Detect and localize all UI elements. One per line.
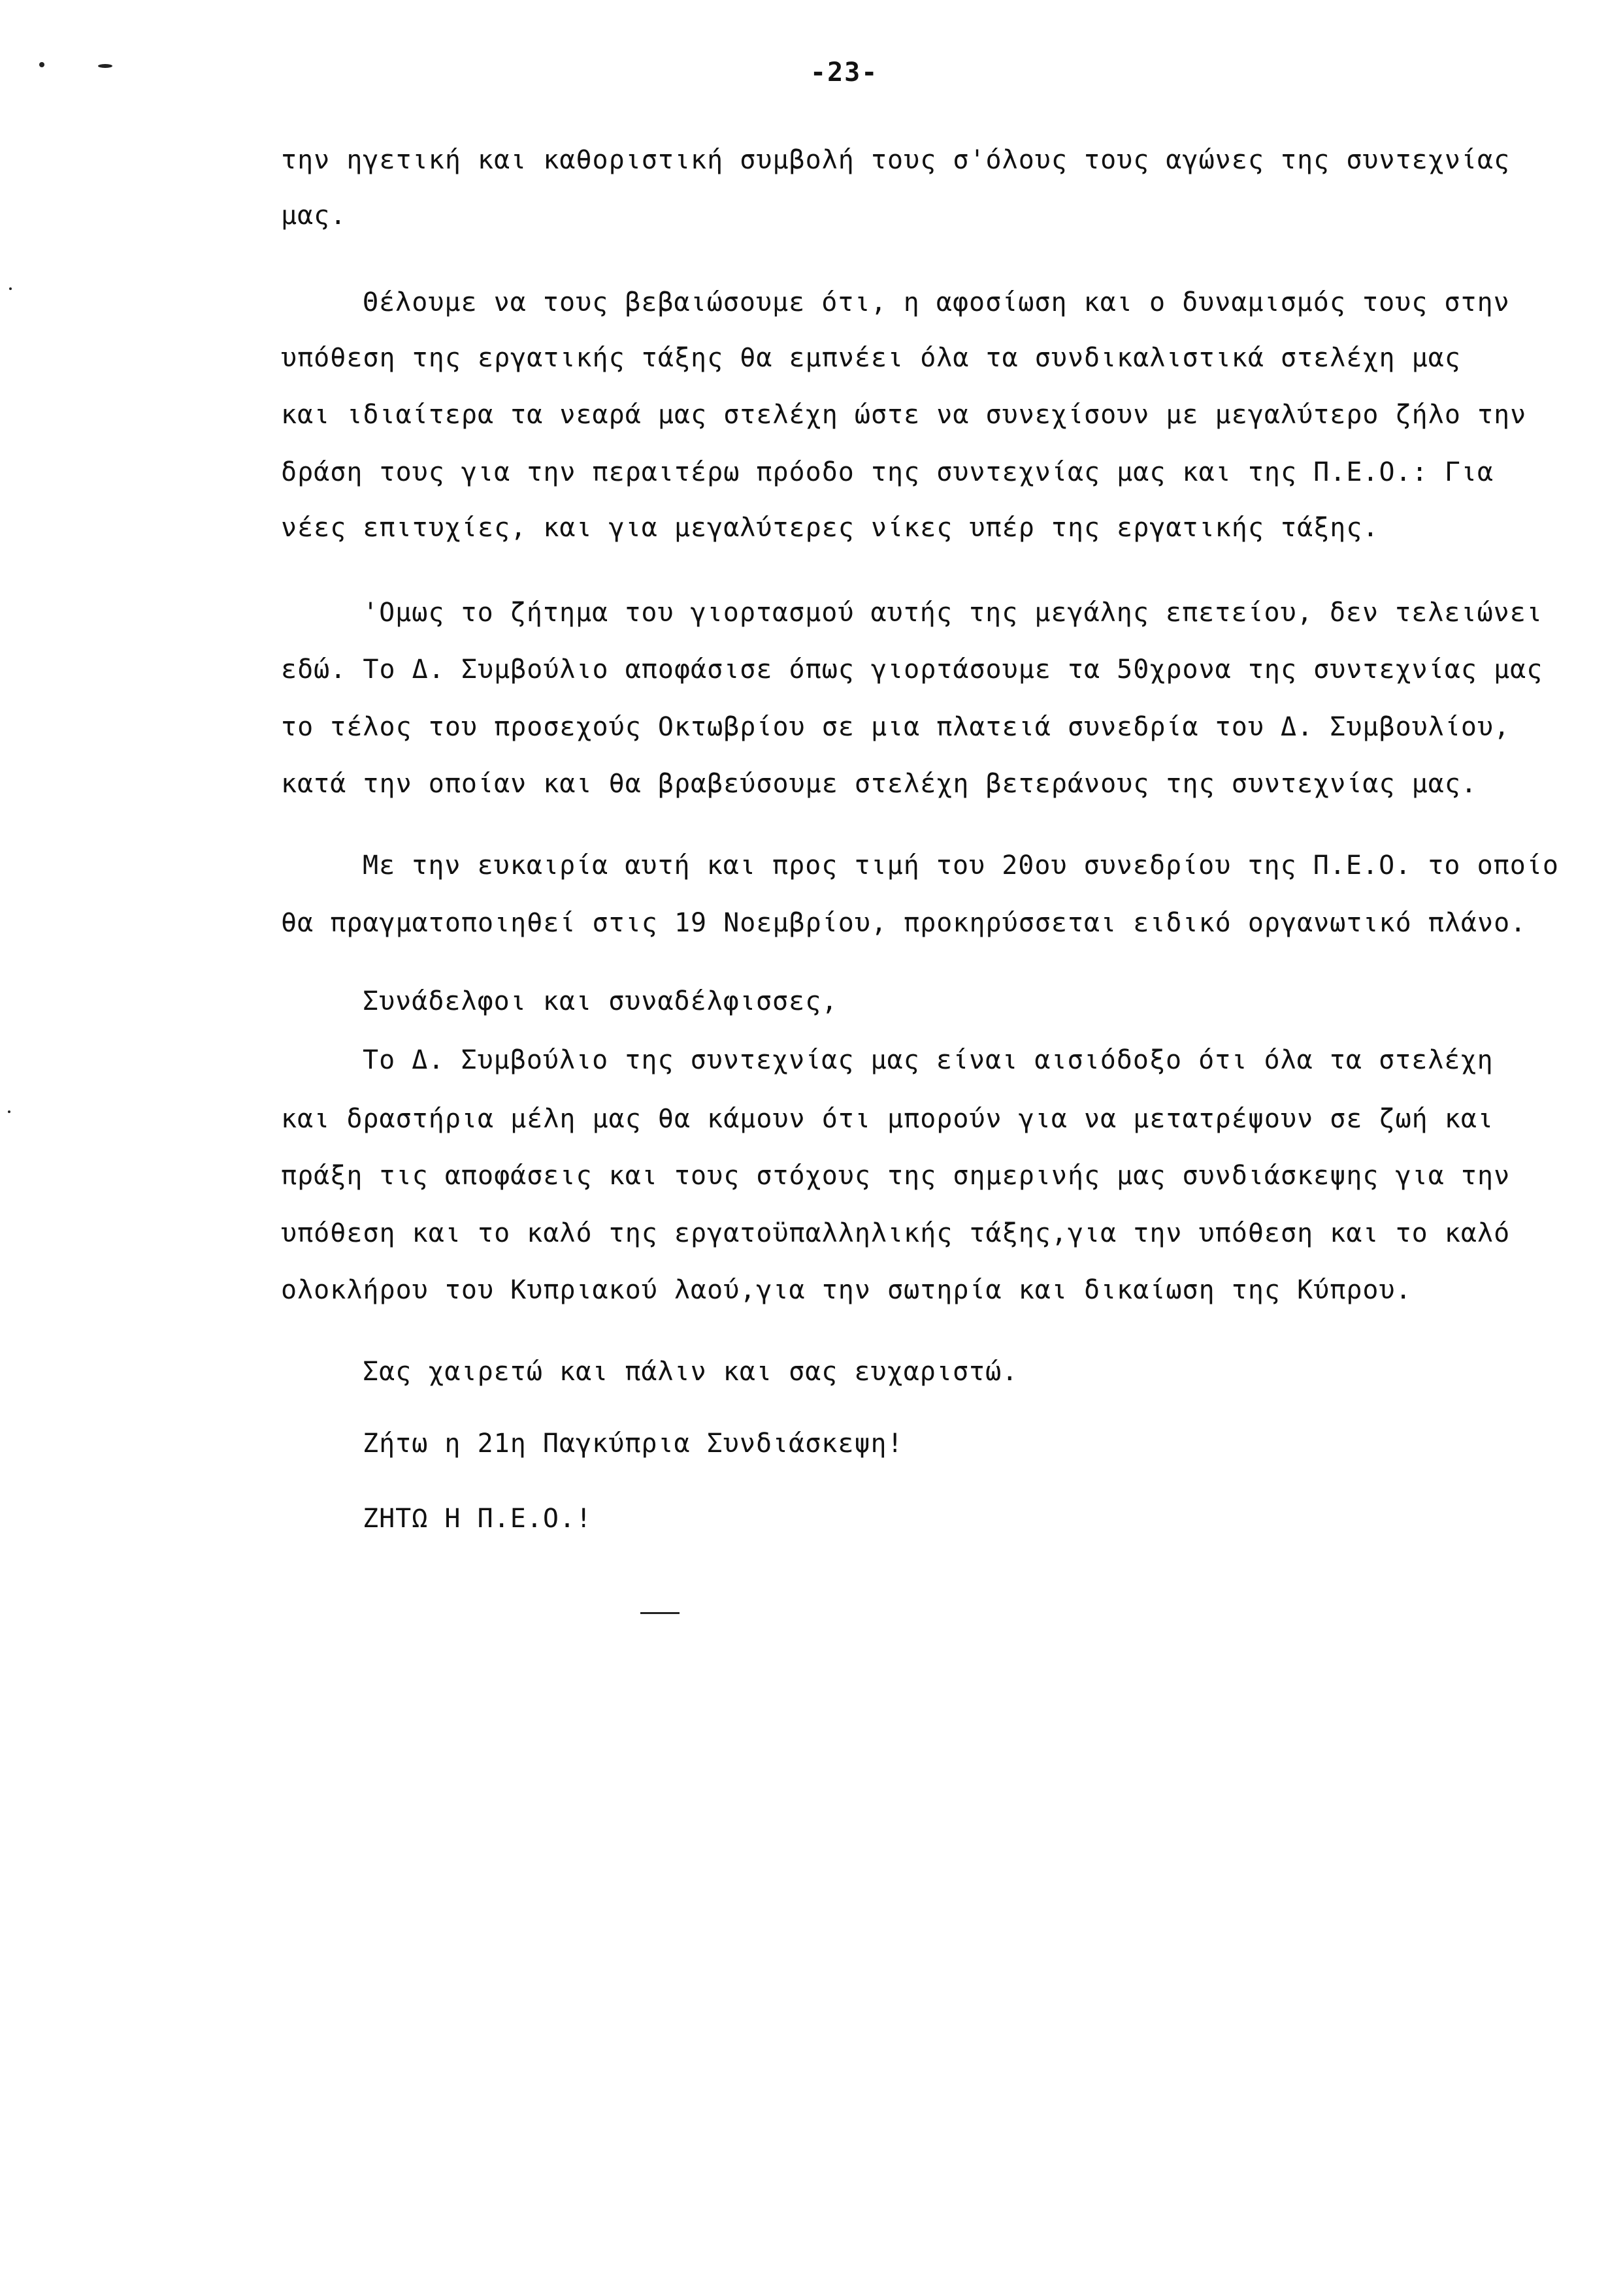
text-line: κατά την οποίαν και θα βραβεύσουμε στελέχη βετεράνους της συντεχνίας μας. [281, 769, 1477, 799]
text-line: θα πραγματοποιηθεί στις 19 Νοεμβρίου, προκηρύσσεται ειδικό οργανωτικό πλάνο. [281, 908, 1527, 938]
text-line: και δραστήρια μέλη μας θα κάμουν ότι μπορούν για να μετατρέψουν σε ζωή και [281, 1104, 1494, 1134]
text-line: Θέλουμε να τους βεβαιώσουμε ότι, η αφοσίωση και ο δυναμισμός τους στην [363, 287, 1510, 317]
scan-speck [39, 62, 44, 67]
scan-speck [8, 1110, 10, 1113]
text-line: Το Δ. Συμβούλιο της συντεχνίας μας είναι αισιόδοξο ότι όλα τα στελέχη [363, 1045, 1494, 1075]
text-line: 'Ομως το ζήτημα του γιορτασμού αυτής της μεγάλης επετείου, δεν τελειώνει [363, 598, 1543, 628]
text-line: ΖΗΤΩ Η Π.Ε.Ο.! [363, 1504, 593, 1534]
text-line: το τέλος του προσεχούς Οκτωβρίου σε μια πλατειά συνεδρία του Δ. Συμβουλίου, [281, 712, 1511, 742]
text-line: ολοκλήρου του Κυπριακού λαού,για την σωτηρία και δικαίωση της Κύπρου. [281, 1275, 1412, 1305]
text-line: δράση τους για την περαιτέρω πρόοδο της συντεχνίας μας και της Π.Ε.Ο.: Για [281, 457, 1494, 487]
text-line: Ζήτω η 21η Παγκύπρια Συνδιάσκεψη! [363, 1429, 904, 1459]
text-line: εδώ. Το Δ. Συμβούλιο αποφάσισε όπως γιορτάσουμε τα 50χρονα της συντεχνίας μας [281, 655, 1543, 685]
text-line: Συνάδελφοι και συναδέλφισσες, [363, 986, 838, 1016]
scan-speck [640, 1612, 680, 1614]
text-line: και ιδιαίτερα τα νεαρά μας στελέχη ώστε να συνεχίσουν με μεγαλύτερο ζήλο την [281, 400, 1527, 430]
scan-speck [9, 287, 12, 290]
text-line: την ηγετική και καθοριστική συμβολή τους σ'όλους τους αγώνες της συντεχνίας [281, 145, 1511, 175]
scan-speck [98, 64, 112, 68]
text-line: νέες επιτυχίες, και για μεγαλύτερες νίκες υπέρ της εργατικής τάξης. [281, 513, 1379, 543]
page-number: -23- [810, 57, 879, 88]
text-line: πράξη τις αποφάσεις και τους στόχους της σημερινής μας συνδιάσκεψης για την [281, 1161, 1511, 1191]
text-line: Σας χαιρετώ και πάλιν και σας ευχαριστώ. [363, 1357, 1019, 1387]
text-line: μας. [281, 201, 347, 231]
text-line: υπόθεση της εργατικής τάξης θα εμπνέει όλα τα συνδικαλιστικά στελέχη μας [281, 343, 1461, 373]
text-line: Με την ευκαιρία αυτή και προς τιμή του 20ου συνεδρίου της Π.Ε.Ο. το οποίο [363, 850, 1559, 881]
text-line: υπόθεση και το καλό της εργατοϋπαλληλικής τάξης,για την υπόθεση και το καλό [281, 1218, 1511, 1248]
